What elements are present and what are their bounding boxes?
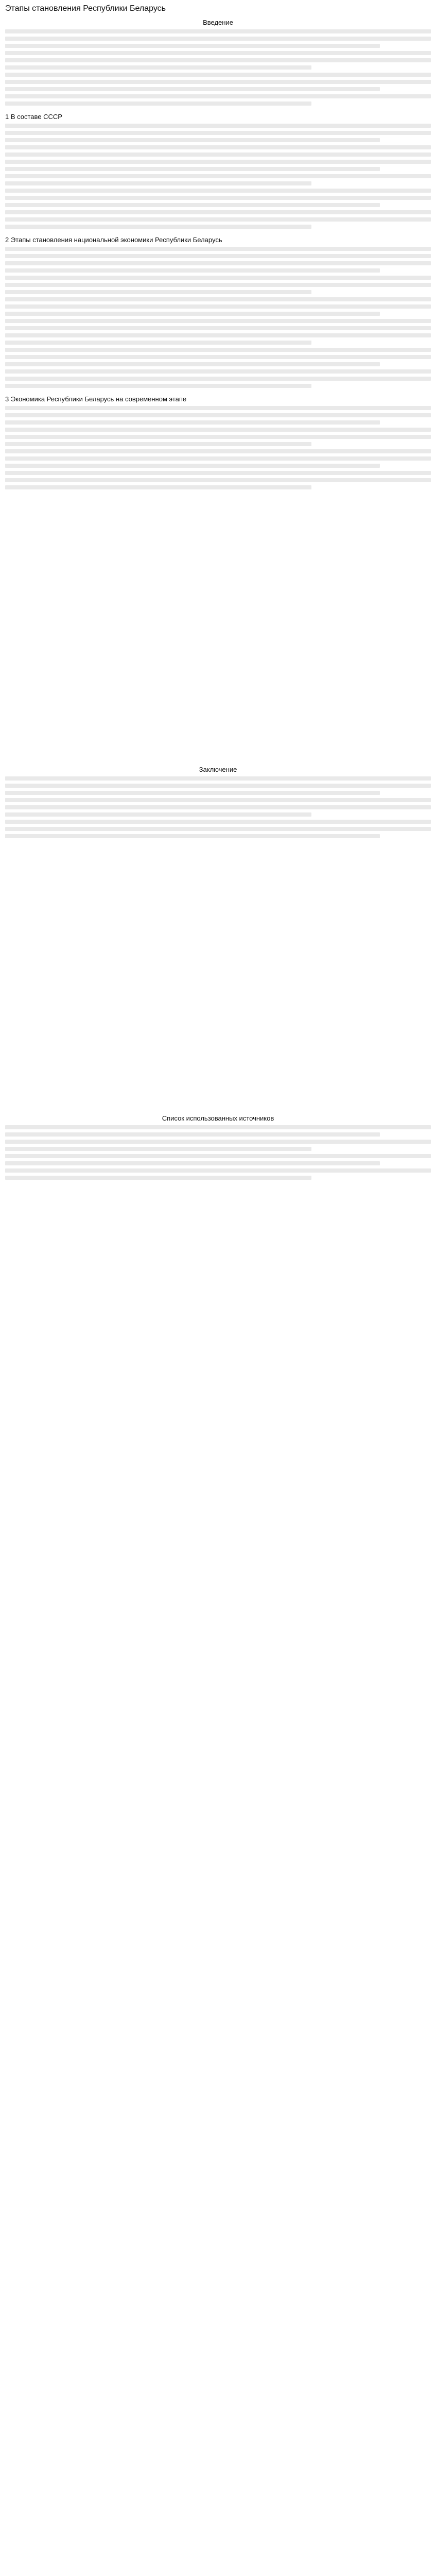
blank-space: [5, 493, 431, 760]
references-list-placeholder: [5, 1125, 431, 1180]
section-2-heading: 2 Этапы становления национальной экономики Республики Беларусь: [5, 236, 222, 244]
conclusion-text-placeholder: [5, 776, 431, 838]
conclusion-heading: Заключение: [199, 766, 237, 773]
document-title: Этапы становления Республики Беларусь: [5, 4, 166, 13]
section-3-heading: 3 Экономика Республики Беларусь на современном этапе: [5, 395, 187, 403]
section-3-text-placeholder: [5, 406, 431, 489]
section-2-text-placeholder: [5, 247, 431, 388]
intro-heading: Введение: [203, 19, 233, 26]
document-page: [0, 0, 436, 1204]
references-heading: Список использованных источников: [162, 1114, 274, 1122]
section-1-text-placeholder: [5, 124, 431, 229]
blank-space-2: [5, 841, 431, 1109]
intro-text-placeholder: [5, 29, 431, 106]
section-1-heading: 1 В составе СССР: [5, 113, 62, 121]
